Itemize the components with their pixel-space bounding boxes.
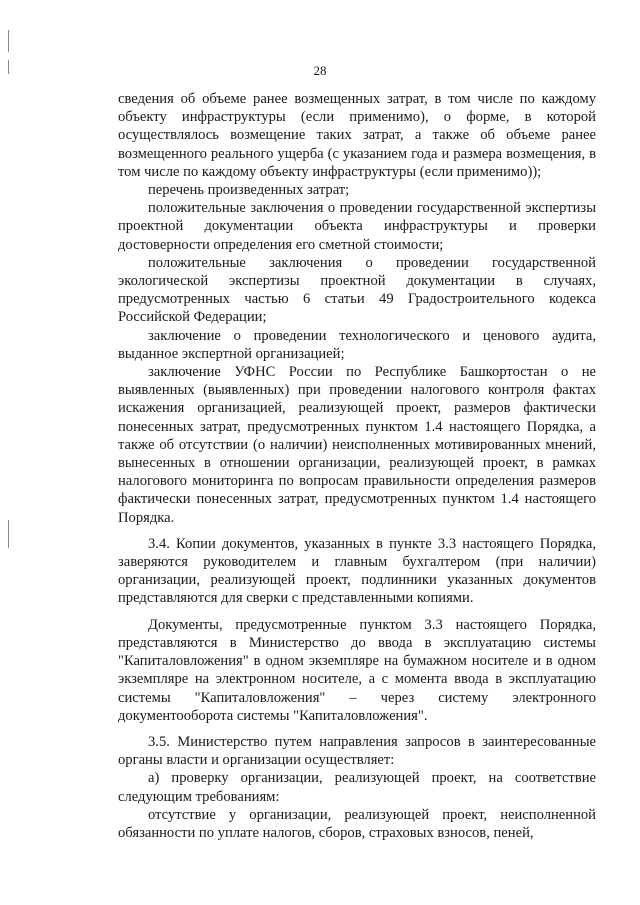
paragraph-ecological-expertise: положительные заключения о проведении государственной экологической экспертизы проектной документации в случаях, предусмотренных частью 6 статьи 49 Градостроительного кодекса Российской Федерации; <box>118 254 596 326</box>
paragraph-document-submission: Документы, предусмотренные пунктом 3.3 настоящего Порядка, представляются в Министерство до ввода в эксплуатацию системы "Капиталовложения" в одном экземпляре на бумажном носителе и в одном экземпляре на электронном носителе, а с момента ввода в эксплуатацию системы "Капиталовложения" – через систему электронного документооборота системы "Капиталовложения". <box>118 616 596 724</box>
paragraph-no-tax-debt: отсутствие у организации, реализующей проект, неисполненной обязанности по уплате налогов, сборов, страховых взносов, пеней, <box>118 806 596 841</box>
document-body <box>118 90 596 842</box>
paragraph-3-4-document-copies: 3.4. Копии документов, указанных в пункте 3.3 настоящего Порядка, заверяются руководителем и главным бухгалтером (при наличии) организации, реализующей проект, подлинники указанных документов представляются для сверки с представленными копиями. <box>118 535 596 607</box>
paragraph-tax-service-conclusion: заключение УФНС России по Республике Башкортостан о не выявленных (выявленных) при проведении налогового контроля фактах искажения организацией, реализующей проект, размеров фактически понесенных затрат, предусмотренных пунктом 1.4 настоящего Порядка, а также об отсутствии (о наличии) неисполненных мотивированных мнений, вынесенных в отношении организации, реализующей проект, в рамках налогового мониторинга по вопросам правильности определения размеров фактически понесенных затрат, предусмотренных пунктом 1.4 настоящего Порядка. <box>118 364 596 526</box>
page-number: 28 <box>313 63 327 78</box>
paragraph-a-organization-check: а) проверку организации, реализующей проект, на соответствие следующим требованиям: <box>118 770 596 805</box>
paragraph-audit-conclusion: заключение о проведении технологического и ценового аудита, выданное экспертной организацией; <box>118 327 596 362</box>
paragraph-costs-list: перечень произведенных затрат; <box>148 182 350 199</box>
paragraph-3-5-ministry-requests: 3.5. Министерство путем направления запросов в заинтересованные органы власти и организации осуществляет: <box>118 733 596 769</box>
paragraph-state-expertise: положительные заключения о проведении государственной экспертизы проектной документации объекта инфраструктуры и проверки достоверности определения его сметной стоимости; <box>118 200 596 253</box>
paragraph-previous-compensation-info: сведения об объеме ранее возмещенных затрат, в том числе по каждому объекту инфраструктуры (если применимо), о форме, в которой осуществлялось возмещение таких затрат, а также об объеме ранее возмещенного реального ущерба (с указанием года и размера возмещения, в том числе по каждому объекту инфраструктуры (если применимо)); <box>118 91 596 180</box>
